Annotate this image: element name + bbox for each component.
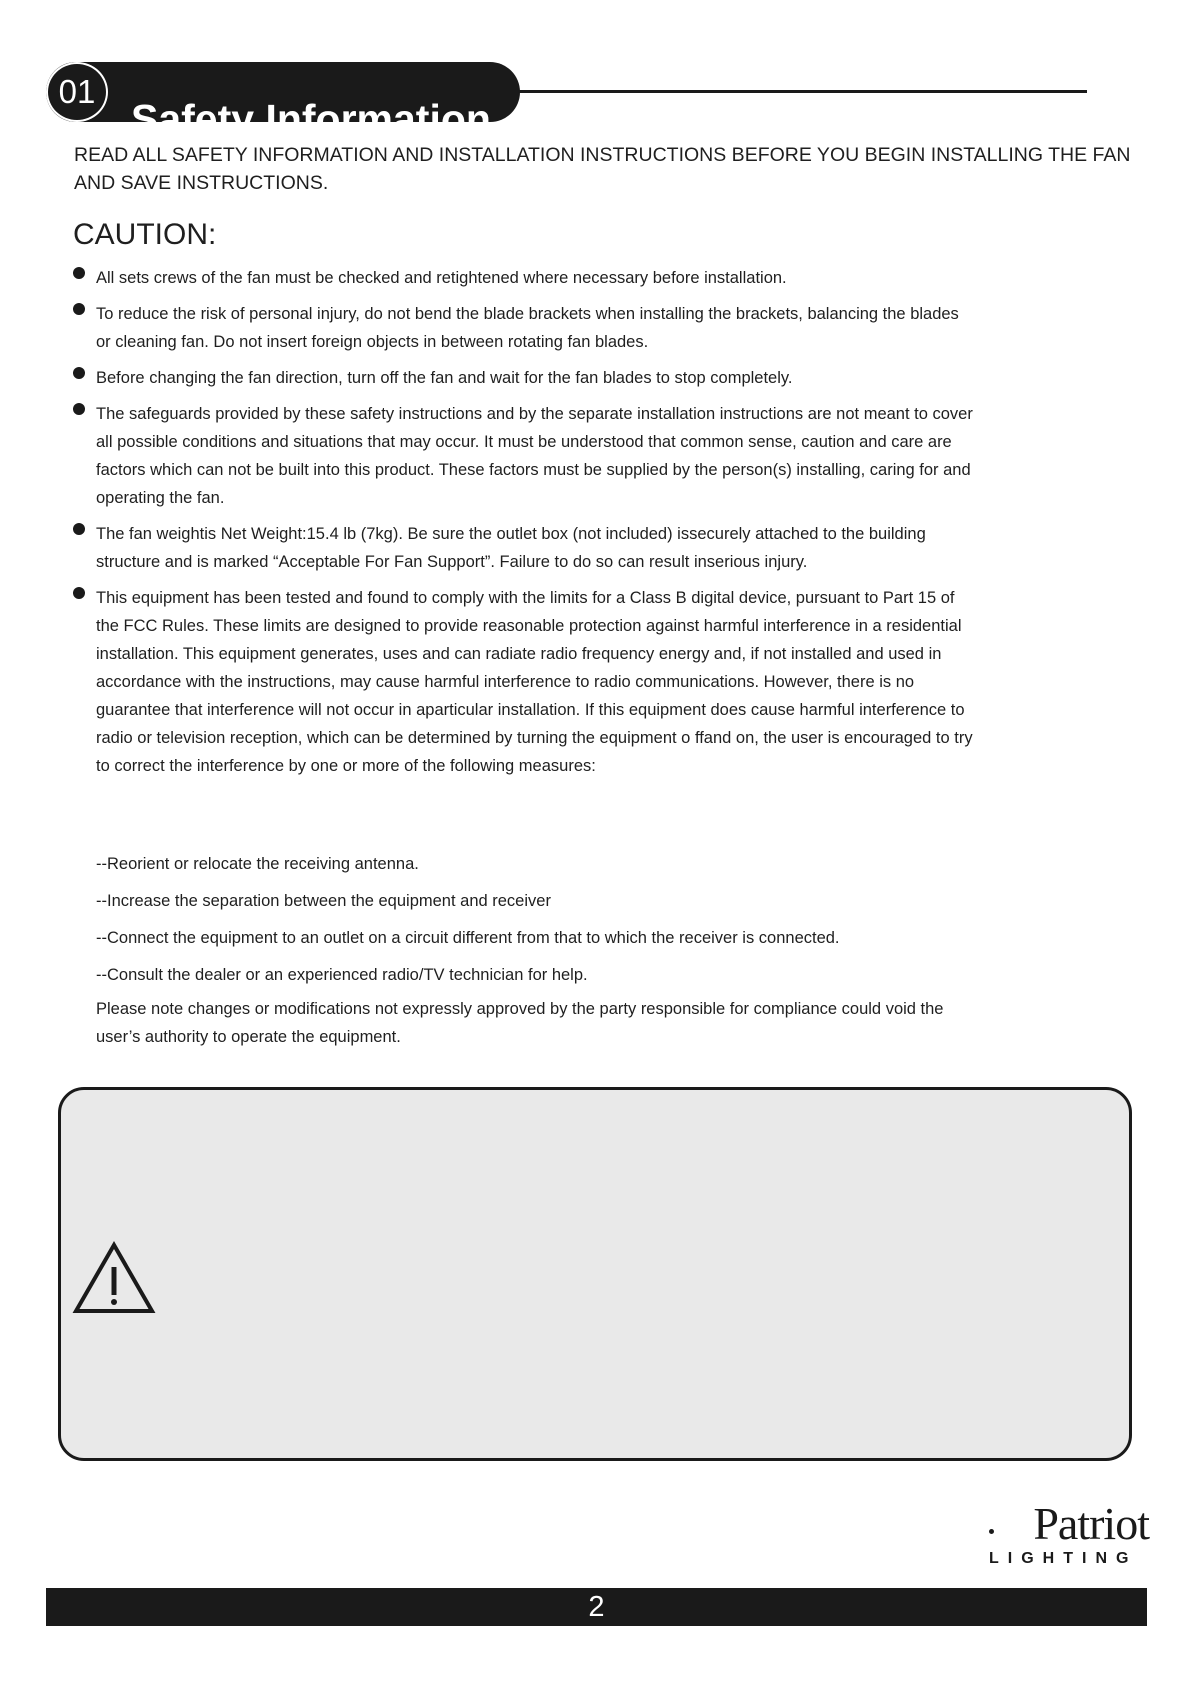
caution-item <box>73 584 973 780</box>
caution-item <box>73 520 973 576</box>
page-number: 2 <box>588 1591 605 1623</box>
page-title: Safety Information <box>131 96 491 143</box>
caution-item <box>73 400 973 512</box>
caution-item-text: The safeguards provided by these safety instructions and by the separate installation instructions are not meant to cover all possible conditions and situations that may occur. It must be understood that common sense, caution and care are factors which can not be built into this product. These factors must be supplied by the person(s) installing, caring for and operating the fan. <box>96 405 973 507</box>
measure-item: --Consult the dealer or an experienced radio/TV technician for help. <box>96 966 588 984</box>
caution-item-text: All sets crews of the fan must be checked and retightened where necessary before installation. <box>96 269 787 287</box>
intro-text: READ ALL SAFETY INFORMATION AND INSTALLATION INSTRUCTIONS BEFORE YOU BEGIN INSTALLING THE FAN AND SAVE INSTRUCTIONS. <box>74 144 1131 194</box>
section-number: 01 <box>58 73 96 110</box>
warning-panel <box>58 1087 1132 1461</box>
caution-item-text: Before changing the fan direction, turn off the fan and wait for the fan blades to stop completely. <box>96 369 793 387</box>
measure-item: --Increase the separation between the equipment and receiver <box>96 892 551 910</box>
logo-dot-icon <box>989 1529 994 1534</box>
caution-item-text: This equipment has been tested and found to comply with the limits for a Class B digital device, pursuant to Part 15 of the FCC Rules. These limits are designed to provide reasonable protection against harmful interference in a residential installation. This equipment generates, uses and can radiate radio frequency energy and, if not installed and used in accordance with the instructions, may cause harmful interference to radio communications. However, there is no guarantee that interference will not occur in aparticular installation. If this equipment does cause harmful interference to radio or television reception, which can be determined by turning the equipment o ffand on, the user is encouraged to try to correct the interference by one or more of the following measures: <box>96 589 973 775</box>
caution-list <box>73 264 973 788</box>
caution-heading: CAUTION: <box>73 218 217 251</box>
caution-item-text: The fan weightis Net Weight:15.4 lb (7kg). Be sure the outlet box (not included) issecurely attached to the building structure and is marked “Acceptable For Fan Support”. Failure to do so can result inserious injury. <box>96 525 926 571</box>
caution-item <box>73 300 973 356</box>
caution-item <box>73 364 973 392</box>
bullet-dot-icon <box>73 267 85 279</box>
measure-item: --Connect the equipment to an outlet on a circuit different from that to which the receiver is connected. <box>96 929 840 947</box>
footer-bar <box>46 1588 1147 1626</box>
bullet-dot-icon <box>73 523 85 535</box>
bullet-dot-icon <box>73 403 85 415</box>
logo-wordmark: Patriot <box>1033 1498 1149 1549</box>
caution-item-text: To reduce the risk of personal injury, do not bend the blade brackets when installing the brackets, balancing the blades or cleaning fan. Do not insert foreign objects in between rotating fan blades. <box>96 305 959 351</box>
fcc-measures-list <box>96 850 976 998</box>
header-divider <box>516 90 1087 93</box>
warning-triangle-icon <box>72 1241 156 1315</box>
bullet-dot-icon <box>73 303 85 315</box>
bullet-dot-icon <box>73 587 85 599</box>
measure-item: --Reorient or relocate the receiving antenna. <box>96 855 419 873</box>
brand-logo <box>985 1498 1149 1567</box>
caution-item <box>73 264 973 292</box>
bullet-dot-icon <box>73 367 85 379</box>
compliance-note: Please note changes or modifications not expressly approved by the party responsible for compliance could void the user’s authority to operate the equipment. <box>96 1000 944 1046</box>
section-number-badge <box>46 62 108 122</box>
logo-subtitle: LIGHTING <box>989 1550 1138 1567</box>
